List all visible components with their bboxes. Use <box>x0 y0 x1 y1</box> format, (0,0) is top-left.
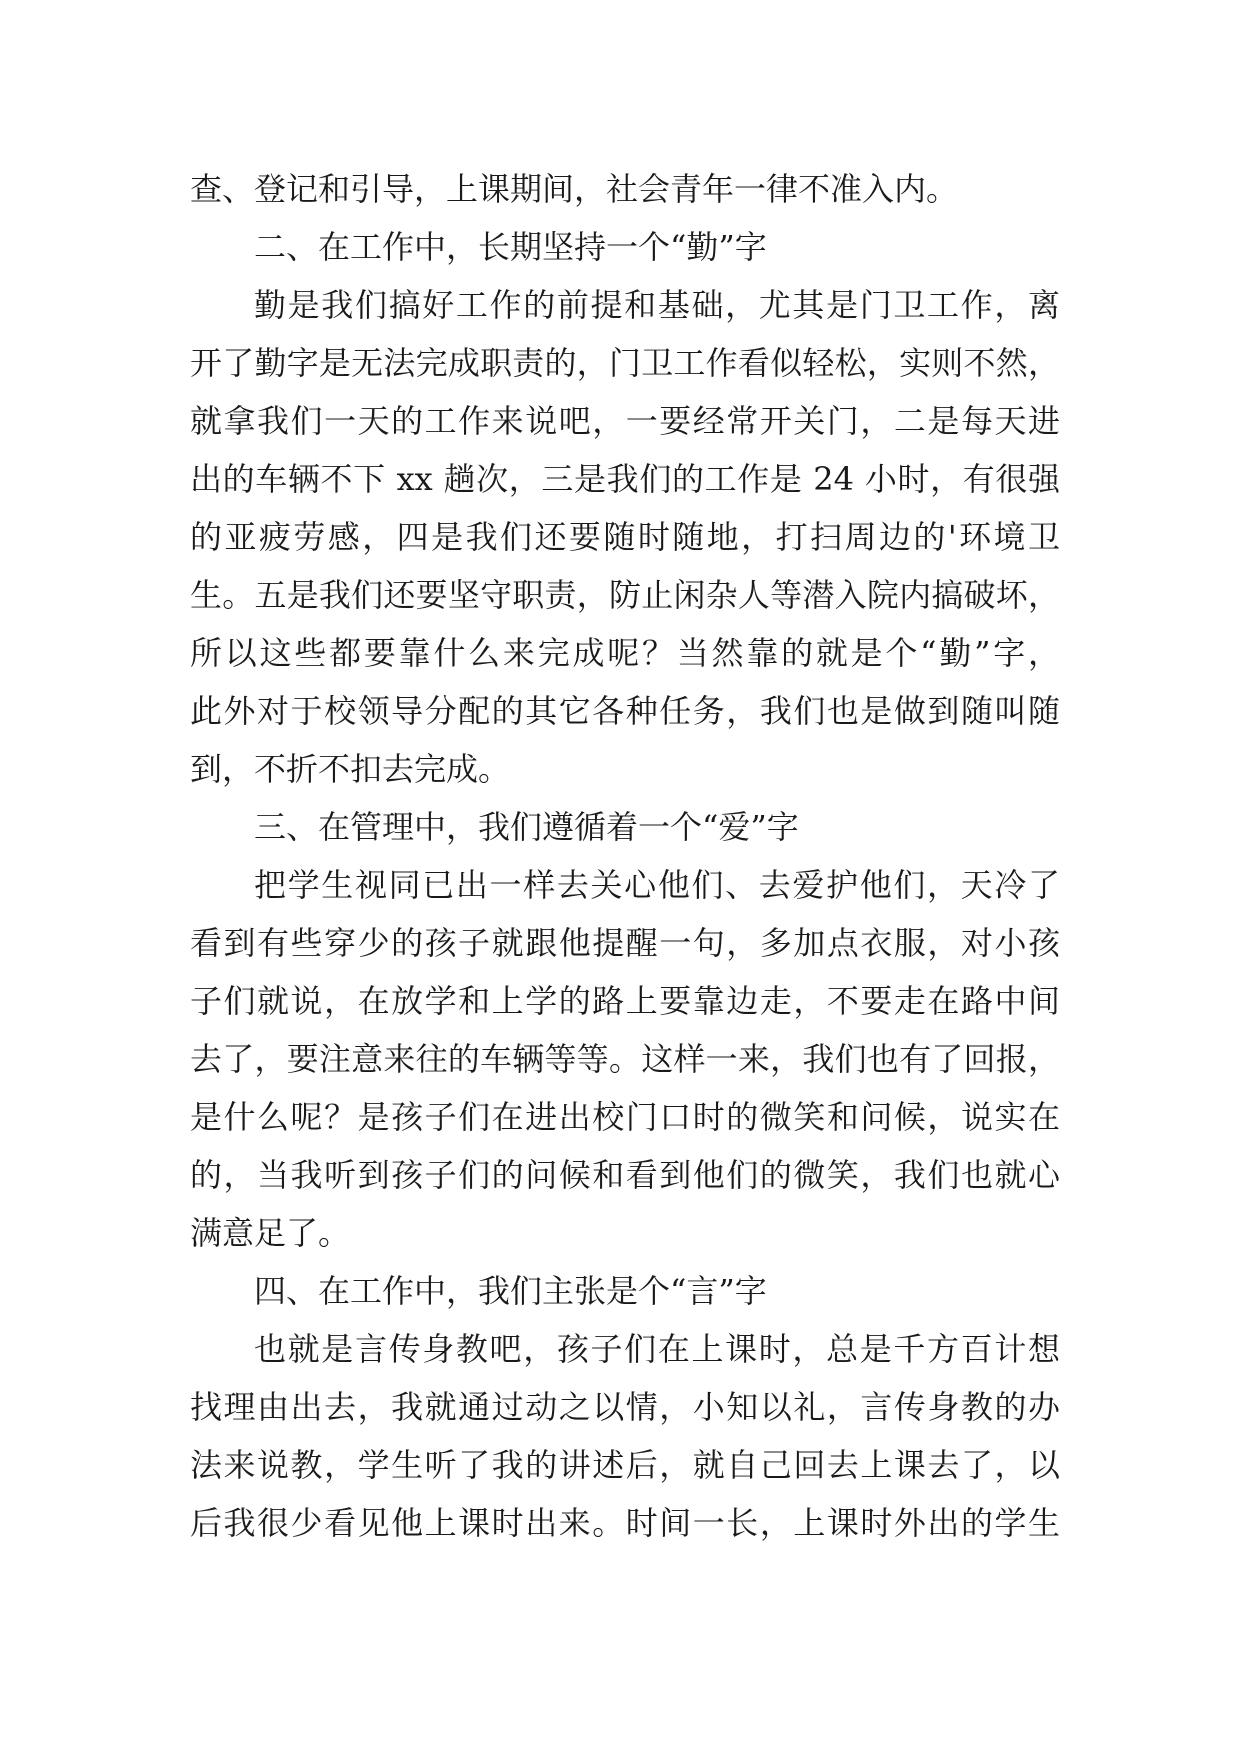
line-text: 去了，要注意来往的车辆等等。这样一来，我们也有了回报， <box>190 1040 1060 1078</box>
line-text: 就拿我们一天的工作来说吧，一要经常开关门，二是每天进 <box>190 402 1060 440</box>
heading-text: 二、在工作中，长期坚持一个“勤”字 <box>254 228 767 266</box>
line-text: 法来说教，学生听了我的讲述后，就自己回去上课去了，以 <box>190 1446 1060 1484</box>
text-line <box>190 1088 1060 1146</box>
text-line <box>190 682 1060 740</box>
text-line <box>190 1320 1060 1378</box>
heading-text: 三、在管理中，我们遵循着一个“爱”字 <box>254 808 799 846</box>
text-line <box>190 392 1060 450</box>
text-line <box>190 972 1060 1030</box>
text-line <box>190 624 1060 682</box>
line-text: 的亚疲劳感，四是我们还要随时随地，打扫周边的'环境卫 <box>190 518 1060 556</box>
text-line <box>190 1030 1060 1088</box>
line-text: 的，当我听到孩子们的问候和看到他们的微笑，我们也就心 <box>190 1156 1060 1194</box>
line-text: 子们就说，在放学和上学的路上要靠边走，不要走在路中间 <box>190 982 1060 1020</box>
line-text: 生。五是我们还要坚守职责，防止闲杂人等潜入院内搞破坏， <box>190 576 1060 614</box>
text-line <box>190 334 1060 392</box>
section-heading <box>190 1262 1060 1320</box>
section-heading <box>190 218 1060 276</box>
line-text: 后我很少看见他上课时出来。时间一长，上课时外出的学生 <box>190 1504 1060 1542</box>
line-text: 是什么呢？是孩子们在进出校门口时的微笑和问候，说实在 <box>190 1098 1060 1136</box>
line-text: 找理由出去，我就通过动之以情，小知以礼，言传身教的办 <box>190 1388 1060 1426</box>
line-text: 勤是我们搞好工作的前提和基础，尤其是门卫工作，离 <box>254 286 1060 324</box>
text-line <box>190 1204 1060 1262</box>
text-line <box>190 566 1060 624</box>
text-line <box>190 1436 1060 1494</box>
line-text: 满意足了。 <box>190 1214 351 1252</box>
text-line <box>190 740 1060 798</box>
line-text: 查、登记和引导，上课期间，社会青年一律不准入内。 <box>190 170 959 208</box>
text-line <box>190 160 1060 218</box>
line-text: 到，不折不扣去完成。 <box>190 750 511 788</box>
section-heading <box>190 798 1060 856</box>
text-line <box>190 1494 1060 1552</box>
heading-text: 四、在工作中，我们主张是个“言”字 <box>254 1272 767 1310</box>
text-line <box>190 1146 1060 1204</box>
text-line <box>190 856 1060 914</box>
text-line <box>190 450 1060 508</box>
text-line <box>190 914 1060 972</box>
line-text: 开了勤字是无法完成职责的，门卫工作看似轻松，实则不然， <box>190 344 1060 382</box>
line-text: 把学生视同已出一样去关心他们、去爱护他们，天冷了 <box>254 866 1060 904</box>
line-text: 此外对于校领导分配的其它各种任务，我们也是做到随叫随 <box>190 692 1060 730</box>
line-text: 看到有些穿少的孩子就跟他提醒一句，多加点衣服，对小孩 <box>190 924 1060 962</box>
text-line <box>190 508 1060 566</box>
document-body <box>190 160 1060 1552</box>
text-line <box>190 1378 1060 1436</box>
line-text: 所以这些都要靠什么来完成呢？当然靠的就是个“勤”字， <box>190 634 1060 672</box>
line-text: 也就是言传身教吧，孩子们在上课时，总是千方百计想 <box>254 1330 1060 1368</box>
line-text: 出的车辆不下 xx 趟次，三是我们的工作是 24 小时，有很强 <box>190 460 1060 498</box>
text-line <box>190 276 1060 334</box>
